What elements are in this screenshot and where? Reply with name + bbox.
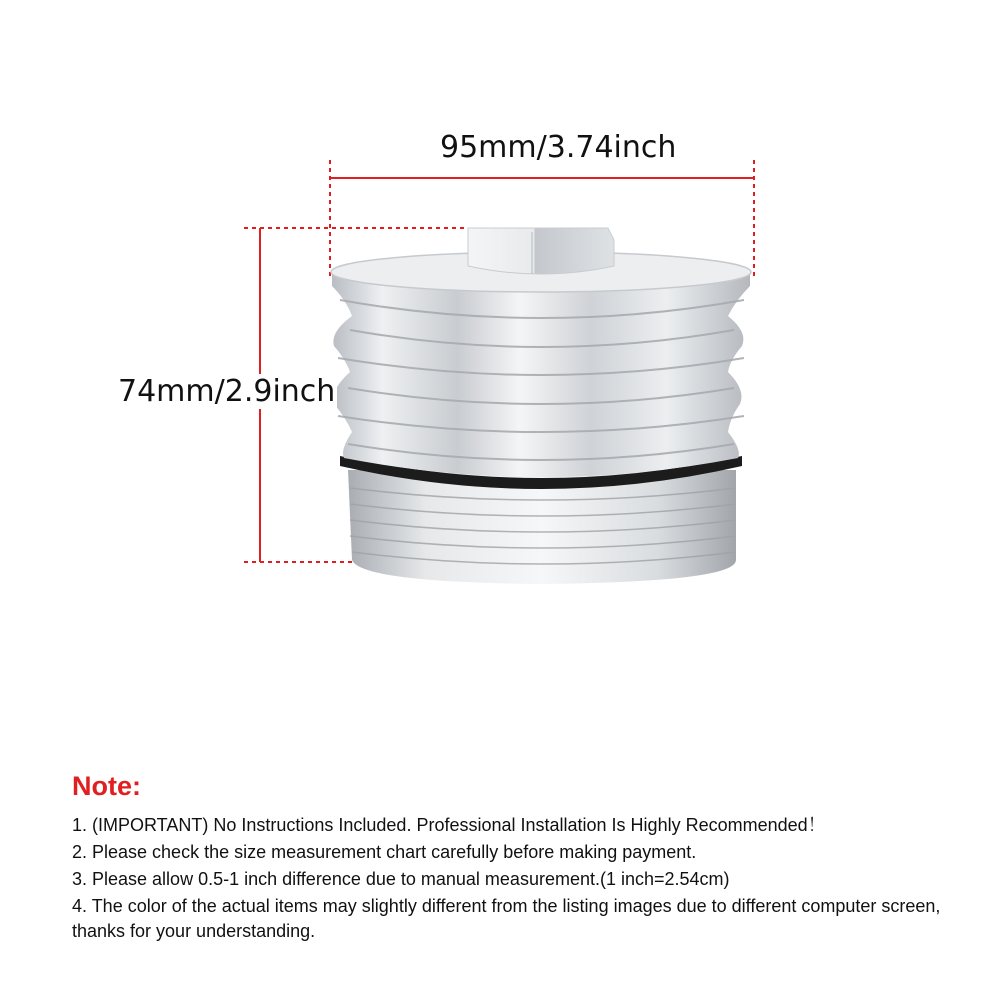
note-item-2: 2. Please check the size measurement chart carefully before making payment. (72, 842, 697, 862)
note-list (72, 813, 972, 946)
note-item-3: 3. Please allow 0.5-1 inch difference due to manual measurement.(1 inch=2.54cm) (72, 869, 730, 889)
note-title: Note: (72, 771, 141, 801)
oil-filter-cap-image (331, 228, 751, 584)
width-dimension-label: 95mm/3.74inch (440, 130, 677, 165)
note-item-1: 1. (IMPORTANT) No Instructions Included. Professional Installation Is Highly Recommended！ (72, 815, 826, 835)
height-dimension-label: 74mm/2.9inch (118, 374, 336, 409)
note-item-4: 4. The color of the actual items may slightly different from the listing images due to different computer screen, thanks for your understanding. (72, 896, 941, 941)
